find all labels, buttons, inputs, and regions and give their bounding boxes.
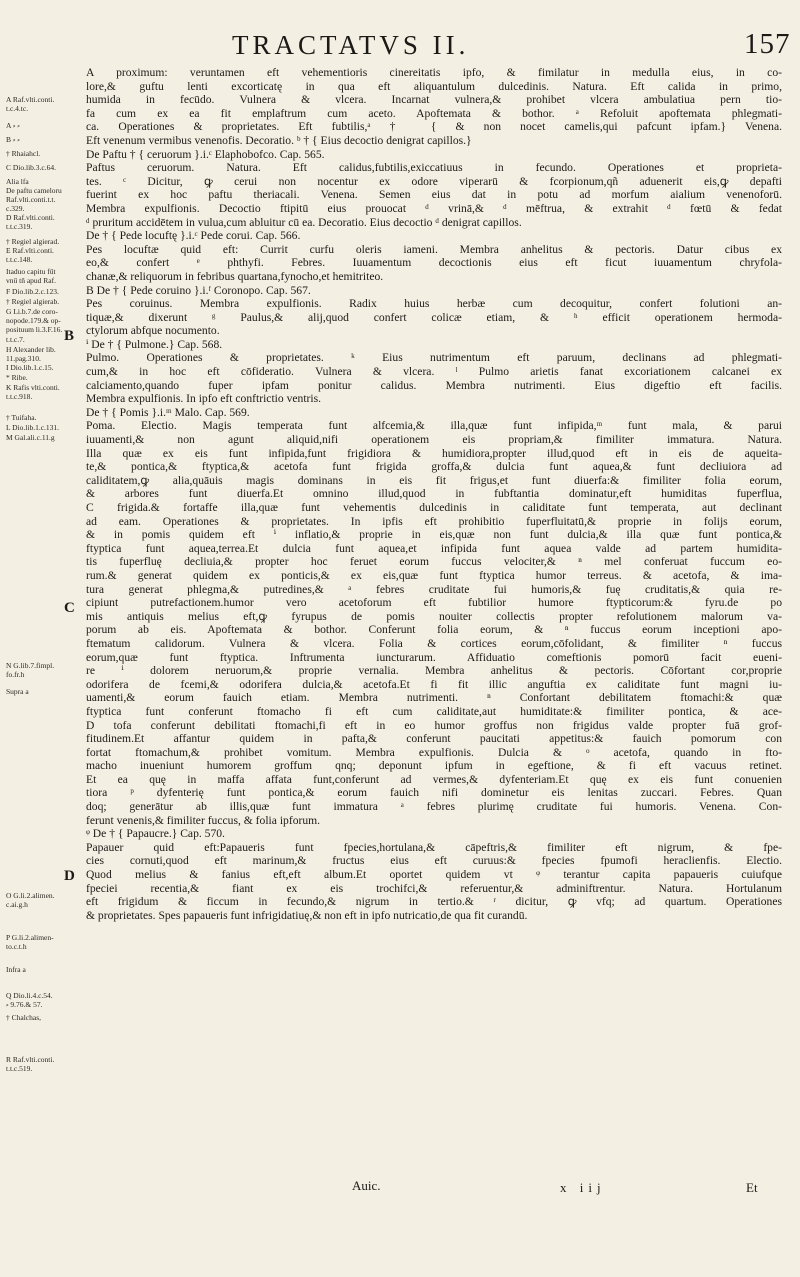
text-line: porum ab eis. Apoftemata & bothor. Conferunt folia eorum, & ⁿ fuccus eorum inceptioni apo- xyxy=(86,623,782,637)
text-line: cies cornuti,quod eft marinum,& fructus eius eft curuus:& fpecies fpumofi heraclienfis. Electio. xyxy=(86,854,782,868)
margin-note: M Gal.ali.c.11.g xyxy=(6,433,55,442)
margin-note: * Ribe. xyxy=(6,373,28,382)
text-line: ftyptica funt aquea,terrea.Et dulcia funt aquea,et infipida funt aquea valde ad partem humidita- xyxy=(86,541,782,555)
text-line: chanæ,& reliquorum in febribus quartana,fynocho,et hemitriteo. xyxy=(86,269,384,283)
margin-note: K Rafis vlti.conti. t.t.c.918. xyxy=(6,383,60,401)
text-line: ad eam. Operationes & proprietates. In ipfis eft prohibitio fuperfluitatū,& proprie in folijs eorum, xyxy=(86,514,782,528)
text-line: eorum,quæ funt ftyptica. Inftrumenta iuncturarum. Affiduatio comeftionis pomorū facit eueni- xyxy=(86,650,782,664)
text-line: tes. ᶜ Dicitur, ꝙ cerui non nocentur ex odore viperarū & fcorpionum,qñ aduenerit eis,ꝙ depafti xyxy=(86,174,782,188)
margin-note: P G.li.2.alimen- to.c.t.h xyxy=(6,933,54,951)
text-line: macho inueniunt humorem groffum qnq; deponunt ipfum in egeftione, & fi eft vacuus retinet. xyxy=(86,759,782,773)
chapter-heading: ⁱ De † { Pulmone.} Cap. 568. xyxy=(86,337,223,351)
margin-note: † Chalchas, xyxy=(6,1013,41,1022)
text-line: Paftus ceruorum. Natura. Eft calidus,fubtilis,exiccatiuus in fecundo. Operationes et proprieta- xyxy=(86,161,782,175)
text-line: doq; generātur ab illis,quæ funt immatura ᵃ febres plurimę cruditate fui humoris. Venena. Con- xyxy=(86,800,782,814)
margin-note: † Regiel algierad. E Raf.vlti.conti. t.t.c.148. xyxy=(6,237,60,264)
margin-note: L Dio.lib.1.c.131. xyxy=(6,423,60,432)
page-footer xyxy=(0,1178,800,1208)
text-line: A proximum: veruntamen eft vehementioris cinereitatis ipfo, & fimilatur in medulla eius, in co- xyxy=(86,66,782,79)
text-line: Membra expulfionis. Decoctio ftipitū eius prouocat ᵈ vrinā,& ᵈ mēftrua, & extrahit ᵈ fœtū & fedat xyxy=(86,201,782,215)
text-line: fa cum ex ea fit emplaftrum cum aceto. Apoftemata & bothor. ᵃ Refoluit apoftemata phlegmati- xyxy=(86,106,782,120)
text-line: fpeciei recentia,& fiant ex eis trochifci,& referuentur,& adminiftrentur. Natura. Hortulanum xyxy=(86,881,782,895)
margin-note: Itaduo capitu fűt vnű tñ apud Raf. xyxy=(6,267,56,285)
margin-note: † Rhaiahcl. xyxy=(6,149,41,158)
margin-note: Supra a xyxy=(6,687,29,696)
text-line: ca. Operationes & proprietates. Eft fubtilis,ᵃ † { & non nocet camelis,qui pafcunt ipfam.} Venena. xyxy=(86,120,782,134)
text-line: Eft venenum vermibus venenofis. Decoratio. ᵇ † { Eius decoctio denigrat capillos.} xyxy=(86,133,472,147)
text-line: & proprietates. Spes papaueris funt infrigidatiuę,& non eft in ipfo nutricatio,de qua fit curandū. xyxy=(86,908,528,922)
chapter-heading: De Paftu † { ceruorum }.i.ᶜ Elaphobofco. Cap. 565. xyxy=(86,147,325,161)
text-line: ftematum calidorum. Vulnera & vlcera. Folia & cortices eorum,cōfolidant, & fimiliter ⁿ fuccus xyxy=(86,636,782,650)
margin-note: O G.li.2.alimen. c.ai.g.h xyxy=(6,891,55,909)
margin-note: A Raf.vlti.conti. t.c.4.tc. xyxy=(6,95,55,113)
text-line: D tofa conferunt debilitati ftomachi,fi eft in eo humor groffus non frigidus valde propter fuā grof- xyxy=(86,718,782,732)
text-line: ctylorum abfque nocumento. xyxy=(86,324,220,338)
text-line: Pulmo. Operationes & proprietates. ᵏ Eius nutrimentum eft paruum, declinans ad phlegmati- xyxy=(86,351,782,365)
text-line: fortat ftomachum,& prohibet vomitum. Membra expulfionis. Dulcia & ᵒ acetofa, quando in fto- xyxy=(86,745,782,759)
margin-note: D Raf.vlti.conti. t.t.c.319. xyxy=(6,213,55,231)
text-line: ᵈ pruritum accidētem in vulua,cum abluitur cū ea. Decoratio. Eius decoctio ᵈ denigrat capillos. xyxy=(86,215,522,229)
text-line: te,& pontica,& ftyptica,& acetofa funt frigida groffa,& dulcia funt aquea,& funt decliuiora ad xyxy=(86,460,782,474)
text-line: fuerint ex hoc paftu theriacali. Venena. Semen eius dat in potu ad morfum aialium venenoforū. xyxy=(86,188,782,202)
signature-mark: x iij xyxy=(560,1180,606,1195)
margin-note: † Tuifaha. xyxy=(6,413,37,422)
text-line: Quod melius & fanius eft,eft album.Et oportet quidem vt ᵠ terantur capita papaueris cuiufque xyxy=(86,868,782,882)
margin-note: Q Dio.li.4.c.54. ⸗ 9.76.& 57. xyxy=(6,991,53,1009)
catchword-right: Et xyxy=(746,1180,758,1195)
margin-note: F Dio.lib.2.c.123. xyxy=(6,287,59,296)
chapter-heading: B De † { Pede coruino }.i.ᶠ Coronopo. Cap. 567. xyxy=(86,283,311,297)
text-line: eft frigidum & ficcum in fecundo,& nigrum in tertio.& ʳ dicitur, ꝙ vfq; ad quartum. Operationes xyxy=(86,895,782,909)
text-line: mis antiquis melius eft,ꝙ fyrupus de pomis nouiter collectis propter refolutionem malorum va- xyxy=(86,609,782,623)
text-line: cum,& in hoc eft cōfideratio. Vulnera & vlcera. ˡ Pulmo arietis fanat excoriationem calcanei ex xyxy=(86,365,782,379)
margin-note: I Dio.lib.1.c.15. xyxy=(6,363,54,372)
section-letter-c: C xyxy=(64,600,75,616)
text-line: C frigida.& fortaffe illa,quæ funt vehementis dulcedinis in caliditate funt temperata, aut declinant xyxy=(86,501,782,514)
text-line: Et ea quę in maffa affata funt,conferunt ad vermes,& dyfenteriam.Et quę ex eis funt conuenien xyxy=(86,772,782,786)
text-line: tiora ᵖ dyfenterię funt pontica,& eorum fauich nifi dominetur eis lenitas zuccari. Febres. Quan xyxy=(86,786,782,800)
text-line: lore,& guftu lenti excorticatę in qua eft aliquantulum dulcedinis. Natura. Eft calida in primo, xyxy=(86,79,782,93)
text-line: ferunt venenis,& fimiliter fuccus, & folia ipforum. xyxy=(86,813,321,827)
text-line: iuuamenti,& non agunt aliquid,nifi operationem eis propriam,& fimiliter immatura. Natura. xyxy=(86,433,782,447)
margin-note: † Regiel algierab. xyxy=(6,297,60,306)
margin-note: A ⸗ ⸗ xyxy=(6,121,20,130)
text-line: Illa quæ ex eis funt infipida,funt frigidiora & humidiora,propter illud,quod eft in eis de aqueita- xyxy=(86,446,782,460)
text-line: Pes locuftæ quid eft: Currit curfu oleris iameni. Membra anhelitus & pectoris. Datur cibus ex xyxy=(86,242,782,256)
margin-note: t.t.c.7. xyxy=(6,335,25,344)
margin-notes xyxy=(0,95,75,1195)
margin-note: H Alexander lib. 11.pag.310. xyxy=(6,345,56,363)
body-text xyxy=(86,66,782,922)
section-letter-d: D xyxy=(64,868,75,884)
text-line: tiquæ,& dixerunt ᵍ Paulus,& alij,quod confert colicæ etiam, & ʰ efficit operationem hermoda- xyxy=(86,310,782,324)
margin-note: Infra a xyxy=(6,965,26,974)
text-line: humida in fecūdo. Vulnera & vlcera. Incarnat vulnera,& prohibet vlcera ambulatiua pern tio- xyxy=(86,93,782,107)
margin-note: C Dio.lib.3.c.64. xyxy=(6,163,56,172)
text-line: uamenti,& eorum fauich etiam. Membra nutrimenti. ⁿ Confortant debilitatem ftomachi:& quæ xyxy=(86,691,782,705)
text-line: eo,& confert ᵉ phthyfi. Febres. Iuuamentum decoctionis eius eft ficut iuuamentum chryfola- xyxy=(86,256,782,270)
chapter-heading: De † { Pede locuftę }.i.ᶜ Pede corui. Cap. 566. xyxy=(86,229,301,243)
text-line: cipiunt putrefactionem.humor vero acetoforum eft fubtilior humore ftypticorum:& fyru.de po xyxy=(86,596,782,610)
running-title: TRACTATVS II. xyxy=(232,30,470,60)
section-letter-b: B xyxy=(64,328,75,344)
page-number: 157 xyxy=(744,28,791,60)
margin-note: Alia lfa De paftu cameloru Raf.vlti.conti.t.t. c.329. xyxy=(6,177,62,213)
margin-note: B ⸗ ⸗ xyxy=(6,135,20,144)
text-line: caliditatem,ꝙ alia,quāuis magis dominans in eis fit frigus,et funt diuerfa:& fimiliter folia eorum, xyxy=(86,473,782,487)
text-line: odorifera de fcemi,& odorifera dulcia,& acetofa.Et fi fit illic anguftia ex caliditate funt magni iu- xyxy=(86,677,782,691)
text-line: tura generat phlegma,& putredines,& ᵃ febres cruditate fui humoris,& fuę cruditatis,& quia re- xyxy=(86,582,782,596)
margin-note: R Raf.vlti.conti. t.t.c.519. xyxy=(6,1055,55,1073)
catchword-left: Auic. xyxy=(352,1178,381,1193)
page-header xyxy=(0,22,800,62)
margin-note: N G.lib.7.fimpl. fo.fr.h xyxy=(6,661,55,679)
text-line: Pes coruinus. Membra expulfionis. Radix huius herbæ cum decoquitur, confert folutioni an- xyxy=(86,297,782,311)
text-line: Membra expulfionis. In ipfo eft conftrictio ventris. xyxy=(86,392,322,406)
text-line: Papauer quid eft:Papaueris funt fpecies,hortulana,& cāpeftris,& fimiliter eft nigrum, & fpe- xyxy=(86,840,782,854)
chapter-heading: ᵠ De † { Papaucre.} Cap. 570. xyxy=(86,827,225,841)
text-line: calciamento,quando fuper ipfam ponitur calidus. Membra nutrimenti. Eius digeftio eft facilis. xyxy=(86,378,782,392)
text-line: rum.& generat quidem ex ponticis,& ex eis,quæ funt ftyptica humor terreus. & acetofa, & ima- xyxy=(86,568,782,582)
text-line: re ⁱ dolorem neruorum,& proprie vernalia. Membra anhelitus & pectoris. Cōfortant cor,proprie xyxy=(86,664,782,678)
text-line: ftyptica funt conferunt ftomacho fi eft cum caliditate,aut humiditate:& fimiliter pontica, & ace- xyxy=(86,704,782,718)
text-line: fitudinem.Et affantur quidem in pafta,& conferunt paucitati appetitus:& fauich pomorum con xyxy=(86,732,782,746)
text-line: Poma. Electio. Magis temperata funt alfcemia,& illa,quæ funt infipida,ᵐ funt mala, & parui xyxy=(86,419,782,433)
margin-note: G Li.b.7.de coro- nopode.179.& op- posituum li.3.F.16. xyxy=(6,307,63,334)
text-line: & in pomis quidem eft ⁱ inflatio,& proprie in eis,quæ non funt dulcia,& illa quæ funt pontica,& xyxy=(86,528,782,542)
chapter-heading: De † { Pomis }.i.ᵐ Malo. Cap. 569. xyxy=(86,405,250,419)
text-line: tis fuperfluę decliuia,& propter hoc feruet eorum fuccus velociter,& ⁿ mel conferuat fuccum eo- xyxy=(86,555,782,569)
text-line: & arbores funt diuerfa.Et omnino illud,quod in fubftantia dominatur,eft humiditas fuperflua, xyxy=(86,487,782,501)
